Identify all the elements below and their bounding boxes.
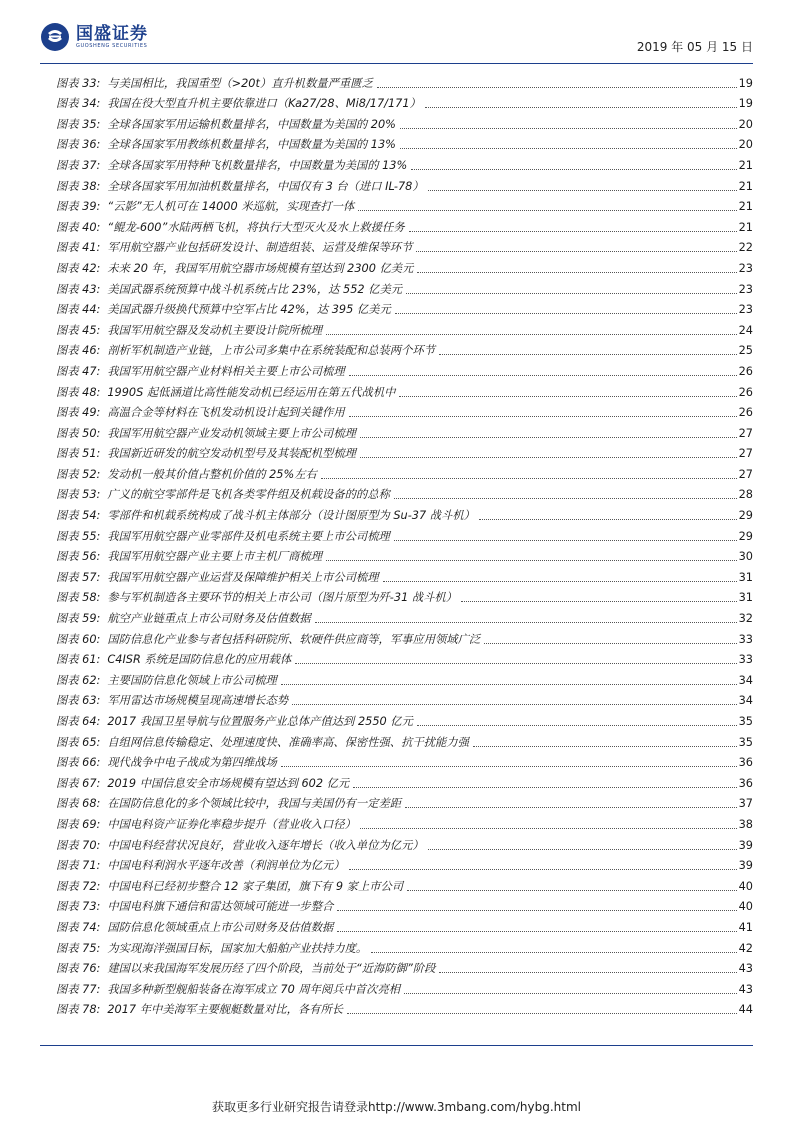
toc-entry-title: 全球各国家军用教练机数量排名，中国数量为美国的 13% (107, 138, 396, 152)
footer-divider (40, 1045, 753, 1046)
toc-entry[interactable] (56, 708, 753, 729)
toc-entry-title: 参与军机制造各主要环节的相关上市公司（图片原型为歼-31 战斗机） (107, 591, 458, 605)
toc-entry-label: 图表 74: (56, 920, 101, 934)
toc-leader-dots (371, 952, 736, 953)
toc-entry[interactable] (56, 152, 753, 173)
toc-entry-title: 剖析军机制造产业链，上市公司多集中在系统装配和总装两个环节 (107, 344, 435, 358)
toc-leader-dots (347, 1013, 737, 1014)
toc-entry-label: 图表 46: (56, 344, 101, 358)
toc-leader-dots (360, 828, 737, 829)
toc-entry-label: 图表 75: (56, 941, 101, 955)
toc-entry-page: 39 (738, 838, 753, 852)
toc-leader-dots (349, 416, 737, 417)
toc-entry[interactable] (56, 729, 753, 750)
toc-entry-title: 中国电科旗下通信和雷达领域可能进一步整合 (107, 900, 334, 914)
toc-entry-title: 零部件和机载系统构成了战斗机主体部分（设计图原型为 Su-37 战斗机） (107, 509, 475, 523)
toc-entry-label: 图表 67: (56, 776, 101, 790)
toc-entry-title: 我国在役大型直升机主要依靠进口（Ka27/28、Mi8/17/171） (107, 97, 421, 111)
toc-entry-title: 全球各国家军用加油机数量排名，中国仅有 3 台（进口 IL-78） (107, 179, 424, 193)
toc-entry-label: 图表 77: (56, 982, 101, 996)
toc-entry[interactable] (56, 853, 753, 874)
toc-entry-title: 我国军用航空器产业运营及保障维护相关上市公司梳理 (107, 570, 379, 584)
toc-entry-page: 21 (738, 200, 753, 214)
toc-entry-label: 图表 33: (56, 76, 101, 90)
toc-entry[interactable] (56, 482, 753, 503)
toc-entry[interactable] (56, 956, 753, 977)
toc-entry-page: 34 (738, 694, 753, 708)
toc-entry-label: 图表 78: (56, 1003, 101, 1017)
toc-entry-page: 41 (738, 920, 753, 934)
toc-entry[interactable] (56, 194, 753, 215)
toc-entry-title: 2019 中国信息安全市场规模有望达到 602 亿元 (107, 776, 350, 790)
toc-entry[interactable] (56, 750, 753, 771)
toc-entry-label: 图表 63: (56, 694, 101, 708)
toc-entry-title: 国防信息化领域重点上市公司财务及估值数据 (107, 920, 334, 934)
toc-leader-dots (461, 601, 737, 602)
toc-leader-dots (407, 890, 736, 891)
toc-entry-title: 我国军用航空器及发动机主要设计院所梳理 (107, 323, 323, 337)
toc-entry-title: 我国新近研发的航空发动机型号及其装配机型梳理 (107, 447, 356, 461)
toc-leader-dots (395, 313, 737, 314)
toc-entry-page: 21 (738, 158, 753, 172)
toc-leader-dots (417, 272, 736, 273)
toc-leader-dots (400, 148, 737, 149)
toc-entry-title: 发动机一般其价值占整机价值的 25%左右 (107, 467, 317, 481)
toc-entry[interactable] (56, 873, 753, 894)
toc-entry-title: 中国电科已经初步整合 12 家子集团，旗下有 9 家上市公司 (107, 879, 404, 893)
toc-entry-title: 未来 20 年，我国军用航空器市场规模有望达到 2300 亿美元 (107, 261, 414, 275)
toc-leader-dots (383, 581, 737, 582)
company-logo (40, 22, 148, 52)
toc-entry-page: 27 (738, 426, 753, 440)
toc-entry-page: 36 (738, 776, 753, 790)
toc-entry-label: 图表 51: (56, 447, 101, 461)
toc-entry[interactable] (56, 420, 753, 441)
toc-entry-label: 图表 47: (56, 364, 101, 378)
toc-entry[interactable] (56, 297, 753, 318)
toc-entry[interactable] (56, 379, 753, 400)
toc-entry-page: 31 (738, 570, 753, 584)
toc-leader-dots (326, 560, 737, 561)
toc-leader-dots (417, 725, 737, 726)
toc-entry-label: 图表 44: (56, 303, 101, 317)
toc-leader-dots (349, 375, 737, 376)
toc-entry[interactable] (56, 173, 753, 194)
toc-entry-title: 美国武器系统预算中战斗机系统占比 23%，达 552 亿美元 (107, 282, 403, 296)
toc-entry-page: 40 (738, 900, 753, 914)
toc-entry-page: 23 (738, 261, 753, 275)
toc-leader-dots (321, 478, 737, 479)
toc-leader-dots (428, 849, 737, 850)
toc-leader-dots (416, 251, 736, 252)
toc-entry-label: 图表 34: (56, 97, 101, 111)
toc-leader-dots (292, 704, 736, 705)
toc-entry-label: 图表 69: (56, 817, 101, 831)
toc-entry[interactable] (56, 132, 753, 153)
toc-entry-title: 中国电科资产证券化率稳步提升（营业收入口径） (107, 817, 356, 831)
toc-entry-page: 20 (738, 117, 753, 131)
toc-entry[interactable] (56, 235, 753, 256)
toc-leader-dots (281, 684, 737, 685)
toc-entry-title: 我国军用航空器产业发动机领域主要上市公司梳理 (107, 426, 356, 440)
toc-entry[interactable] (56, 441, 753, 462)
toc-entry-page: 23 (738, 303, 753, 317)
toc-leader-dots (353, 787, 736, 788)
toc-leader-dots (337, 910, 736, 911)
toc-entry[interactable] (56, 997, 753, 1018)
toc-entry-title: 我国军用航空器产业材料相关主要上市公司梳理 (107, 364, 345, 378)
toc-entry-page: 35 (738, 715, 753, 728)
toc-entry-label: 图表 48: (56, 385, 101, 399)
toc-entry-label: 图表 58: (56, 591, 101, 605)
logo-english-name: GUOSHENG SECURITIES (76, 42, 148, 49)
logo-chinese-name: 国盛证券 (76, 23, 148, 44)
toc-entry[interactable] (56, 70, 753, 91)
toc-entry[interactable] (56, 544, 753, 565)
toc-leader-dots (405, 807, 737, 808)
toc-entry-title: 我国多种新型舰船装备在海军成立 70 周年阅兵中首次亮相 (107, 982, 401, 996)
toc-entry-page: 35 (738, 735, 753, 749)
toc-entry-label: 图表 55: (56, 529, 101, 543)
toc-leader-dots (425, 107, 737, 108)
toc-entry-label: 图表 39: (56, 200, 101, 214)
toc-entry-label: 图表 72: (56, 879, 101, 893)
toc-entry-title: 2017 我国卫星导航与位置服务产业总体产值达到 2550 亿元 (107, 715, 413, 728)
toc-entry-page: 19 (738, 97, 753, 111)
toc-leader-dots (360, 437, 737, 438)
toc-entry-page: 33 (738, 632, 753, 646)
toc-entry-page: 21 (738, 179, 753, 193)
toc-entry-label: 图表 70: (56, 838, 101, 852)
toc-entry-label: 图表 41: (56, 241, 101, 255)
toc-entry[interactable] (56, 91, 753, 112)
table-of-figures (56, 70, 753, 1017)
toc-entry-title: 中国电科经营状况良好，营业收入逐年增长（收入单位为亿元） (107, 838, 424, 852)
toc-entry-page: 27 (738, 467, 753, 481)
toc-entry-title: 美国武器升级换代预算中空军占比 42%，达 395 亿美元 (107, 303, 391, 317)
toc-entry-title: 建国以来我国海军发展历经了四个阶段，当前处于“近海防御”阶段 (107, 962, 436, 976)
toc-entry[interactable] (56, 502, 753, 523)
toc-entry-page: 39 (738, 859, 753, 873)
toc-entry-title: 国防信息化产业参与者包括科研院所、软硬件供应商等，军事应用领域广泛 (107, 632, 481, 646)
toc-entry-page: 38 (738, 817, 753, 831)
toc-entry[interactable] (56, 461, 753, 482)
toc-entry-title: 在国防信息化的多个领域比较中，我国与美国仍有一定差距 (107, 797, 402, 811)
toc-entry-title: 1990S 起低涵道比高性能发动机已经运用在第五代战机中 (107, 385, 396, 399)
toc-leader-dots (337, 931, 736, 932)
toc-entry-page: 43 (738, 982, 753, 996)
toc-leader-dots (399, 396, 736, 397)
toc-entry-page: 33 (738, 653, 753, 667)
toc-leader-dots (295, 663, 736, 664)
toc-entry-title: 为实现海洋强国目标，国家加大船舶产业扶持力度。 (107, 941, 368, 955)
toc-entry-label: 图表 56: (56, 550, 101, 564)
toc-entry-title: 现代战争中电子战成为第四维战场 (107, 756, 277, 770)
toc-entry[interactable] (56, 338, 753, 359)
toc-entry[interactable] (56, 564, 753, 585)
toc-leader-dots (406, 293, 737, 294)
toc-entry-label: 图表 71: (56, 859, 101, 873)
toc-entry-page: 29 (738, 529, 753, 543)
toc-entry-label: 图表 61: (56, 653, 101, 667)
toc-leader-dots (404, 993, 737, 994)
toc-entry-label: 图表 50: (56, 426, 101, 440)
footer-link-text[interactable]: 获取更多行业研究报告请登录http://www.3mbang.com/hybg.html (211, 1100, 581, 1114)
toc-entry[interactable] (56, 400, 753, 421)
toc-entry-page: 37 (738, 797, 753, 811)
toc-leader-dots (409, 231, 737, 232)
toc-entry-label: 图表 54: (56, 509, 101, 523)
toc-leader-dots (428, 190, 737, 191)
toc-leader-dots (439, 354, 737, 355)
toc-leader-dots (349, 869, 737, 870)
toc-entry[interactable] (56, 358, 753, 379)
toc-entry-page: 40 (738, 879, 753, 893)
toc-entry[interactable] (56, 626, 753, 647)
toc-entry-title: 中国电科利润水平逐年改善（利润单位为亿元） (107, 859, 345, 873)
toc-entry-title: 2017 年中美海军主要舰艇数量对比，各有所长 (107, 1003, 344, 1017)
toc-entry-title: 主要国防信息化领域上市公司梳理 (107, 673, 277, 687)
toc-entry-label: 图表 49: (56, 406, 101, 420)
toc-entry-label: 图表 66: (56, 756, 101, 770)
toc-entry-title: 广义的航空零部件是飞机各类零件组及机载设备的的总称 (107, 488, 390, 502)
toc-entry-page: 42 (738, 941, 753, 955)
toc-entry-title: 军用航空器产业包括研发设计、制造组装、运营及维保等环节 (107, 241, 413, 255)
toc-leader-dots (439, 972, 736, 973)
toc-entry-page: 36 (738, 756, 753, 770)
toc-entry-label: 图表 42: (56, 261, 101, 275)
toc-entry-title: 全球各国家军用特种飞机数量排名，中国数量为美国的 13% (107, 158, 408, 172)
toc-leader-dots (411, 169, 736, 170)
toc-entry-label: 图表 35: (56, 117, 101, 131)
toc-entry-label: 图表 52: (56, 467, 101, 481)
toc-entry-title: “鲲龙-600”水陆两栖飞机，将执行大型灭火及水上救援任务 (107, 220, 405, 234)
toc-entry-label: 图表 73: (56, 900, 101, 914)
toc-entry-page: 24 (738, 323, 753, 337)
toc-entry-label: 图表 45: (56, 323, 101, 337)
toc-entry-page: 29 (738, 509, 753, 523)
toc-entry-page: 28 (738, 488, 753, 502)
toc-entry-title: 航空产业链重点上市公司财务及估值数据 (107, 612, 311, 626)
toc-entry-page: 30 (738, 550, 753, 564)
report-date: 2019 年 05 月 15 日 (636, 40, 753, 54)
toc-entry[interactable] (56, 894, 753, 915)
toc-entry[interactable] (56, 791, 753, 812)
toc-entry-title: 全球各国家军用运输机数量排名，中国数量为美国的 20% (107, 117, 396, 131)
toc-entry-title: C4ISR 系统是国防信息化的应用载体 (107, 653, 292, 667)
toc-entry-label: 图表 40: (56, 220, 101, 234)
guosheng-logo-icon (40, 22, 70, 52)
toc-entry-title: 我国军用航空器产业主要上市主机厂商梳理 (107, 550, 323, 564)
toc-entry-page: 20 (738, 138, 753, 152)
toc-leader-dots (484, 643, 736, 644)
header-divider (40, 63, 753, 64)
toc-entry-title: 我国军用航空器产业零部件及机电系统主要上市公司梳理 (107, 529, 390, 543)
toc-entry-page: 44 (738, 1003, 753, 1017)
toc-entry-label: 图表 62: (56, 673, 101, 687)
toc-leader-dots (315, 622, 737, 623)
toc-entry-label: 图表 53: (56, 488, 101, 502)
toc-leader-dots (473, 746, 737, 747)
toc-entry[interactable] (56, 688, 753, 709)
toc-entry-label: 图表 76: (56, 962, 101, 976)
toc-entry-title: 与美国相比，我国重型（>20t）直升机数量严重匮乏 (107, 76, 373, 90)
toc-entry-page: 26 (738, 364, 753, 378)
page-header (40, 22, 753, 62)
toc-leader-dots (358, 210, 736, 211)
toc-entry-page: 21 (738, 220, 753, 234)
toc-entry-label: 图表 57: (56, 570, 101, 584)
toc-entry-page: 25 (738, 344, 753, 358)
toc-entry[interactable] (56, 667, 753, 688)
toc-entry[interactable] (56, 317, 753, 338)
toc-entry-title: 军用雷达市场规模呈现高速增长态势 (107, 694, 289, 708)
toc-entry-page: 27 (738, 447, 753, 461)
toc-entry[interactable] (56, 214, 753, 235)
toc-entry[interactable] (56, 770, 753, 791)
toc-entry-title: 自组网信息传输稳定、处理速度快、准确率高、保密性强、抗干扰能力强 (107, 735, 469, 749)
toc-entry-page: 23 (738, 282, 753, 296)
toc-leader-dots (479, 519, 737, 520)
toc-entry[interactable] (56, 935, 753, 956)
toc-entry-label: 图表 68: (56, 797, 101, 811)
toc-entry-page: 26 (738, 406, 753, 420)
toc-entry-page: 31 (738, 591, 753, 605)
toc-entry[interactable] (56, 605, 753, 626)
toc-entry-title: 高温合金等材料在飞机发动机设计起到关键作用 (107, 406, 345, 420)
toc-entry-page: 22 (738, 241, 753, 255)
toc-entry[interactable] (56, 255, 753, 276)
toc-leader-dots (394, 498, 737, 499)
toc-entry-label: 图表 37: (56, 158, 101, 172)
toc-entry[interactable] (56, 276, 753, 297)
toc-entry-label: 图表 60: (56, 632, 101, 646)
toc-entry[interactable] (56, 523, 753, 544)
toc-leader-dots (360, 457, 737, 458)
toc-entry-page: 32 (738, 612, 753, 626)
toc-entry-label: 图表 43: (56, 282, 101, 296)
toc-entry-label: 图表 64: (56, 715, 101, 728)
toc-entry[interactable] (56, 976, 753, 997)
toc-entry-page: 34 (738, 673, 753, 687)
toc-entry-page: 19 (738, 76, 753, 90)
toc-entry[interactable] (56, 811, 753, 832)
toc-leader-dots (400, 128, 737, 129)
toc-entry[interactable] (56, 111, 753, 132)
toc-entry-page: 26 (738, 385, 753, 399)
toc-entry-label: 图表 36: (56, 138, 101, 152)
toc-leader-dots (326, 334, 737, 335)
toc-leader-dots (394, 540, 737, 541)
toc-leader-dots (377, 87, 737, 88)
toc-entry[interactable] (56, 832, 753, 853)
toc-entry[interactable] (56, 647, 753, 668)
toc-entry-label: 图表 65: (56, 735, 101, 749)
toc-entry[interactable] (56, 585, 753, 606)
logo-text (76, 25, 148, 50)
toc-entry[interactable] (56, 914, 753, 935)
toc-entry-label: 图表 38: (56, 179, 101, 193)
toc-entry-page: 43 (738, 962, 753, 976)
toc-entry-title: “云影”无人机可在 14000 米巡航，实现查打一体 (107, 200, 355, 214)
toc-entry-label: 图表 59: (56, 612, 101, 626)
toc-leader-dots (281, 766, 737, 767)
